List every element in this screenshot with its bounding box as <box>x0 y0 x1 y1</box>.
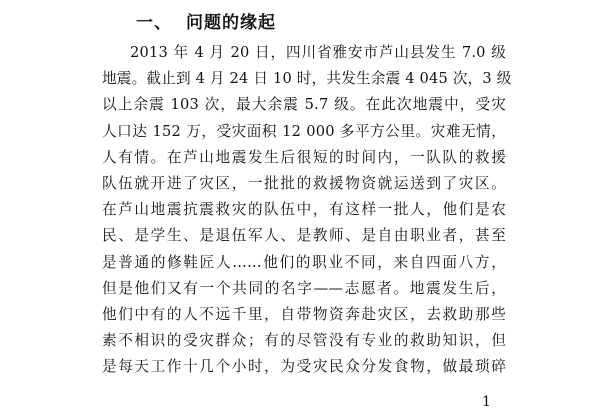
text-line: 是每天工作十几个小时，为受灾民众分发食物，做最琐碎 <box>102 358 506 376</box>
page-number: 1 <box>482 394 491 410</box>
text-line: 以上余震 103 次，最大余震 5.7 级。在此次地震中，受灾 <box>102 96 506 114</box>
text-line: 队伍就开进了灾区，一批批的救援物资就运送到了灾区。 <box>102 174 506 192</box>
text-line: 2013 年 4 月 20 日，四川省雅安市芦山县发生 7.0 级 <box>130 44 506 61</box>
section-heading <box>136 8 276 33</box>
section-number: 一、 <box>136 13 172 33</box>
text-line: 在芦山地震抗震救灾的队伍中，有这样一批人，他们是农 <box>102 201 506 219</box>
text-line: 民、是学生、是退伍军人、是教师、是自由职业者，甚至 <box>102 227 506 245</box>
body-paragraph <box>102 40 512 380</box>
text-line: 素不相识的受灾群众；有的尽管没有专业的救助知识，但 <box>102 332 506 350</box>
text-line: 但是他们又有一个共同的名字——志愿者。地震发生后， <box>102 279 506 297</box>
text-line: 地震。截止到 4 月 24 日 10 时，共发生余震 4 045 次，3 级 <box>102 70 512 88</box>
text-line: 人有情。在芦山地震发生后很短的时间内，一队队的救援 <box>102 148 506 166</box>
text-line: 他们中有的人不远千里，自带物资奔赴灾区，去救助那些 <box>102 305 506 323</box>
text-line: 人口达 152 万，受灾面积 12 000 多平方公里。灾难无情， <box>102 122 506 140</box>
section-title: 问题的缘起 <box>186 13 276 33</box>
text-line: 是普通的修鞋匠人……他们的职业不同，来自四面八方， <box>102 253 506 271</box>
